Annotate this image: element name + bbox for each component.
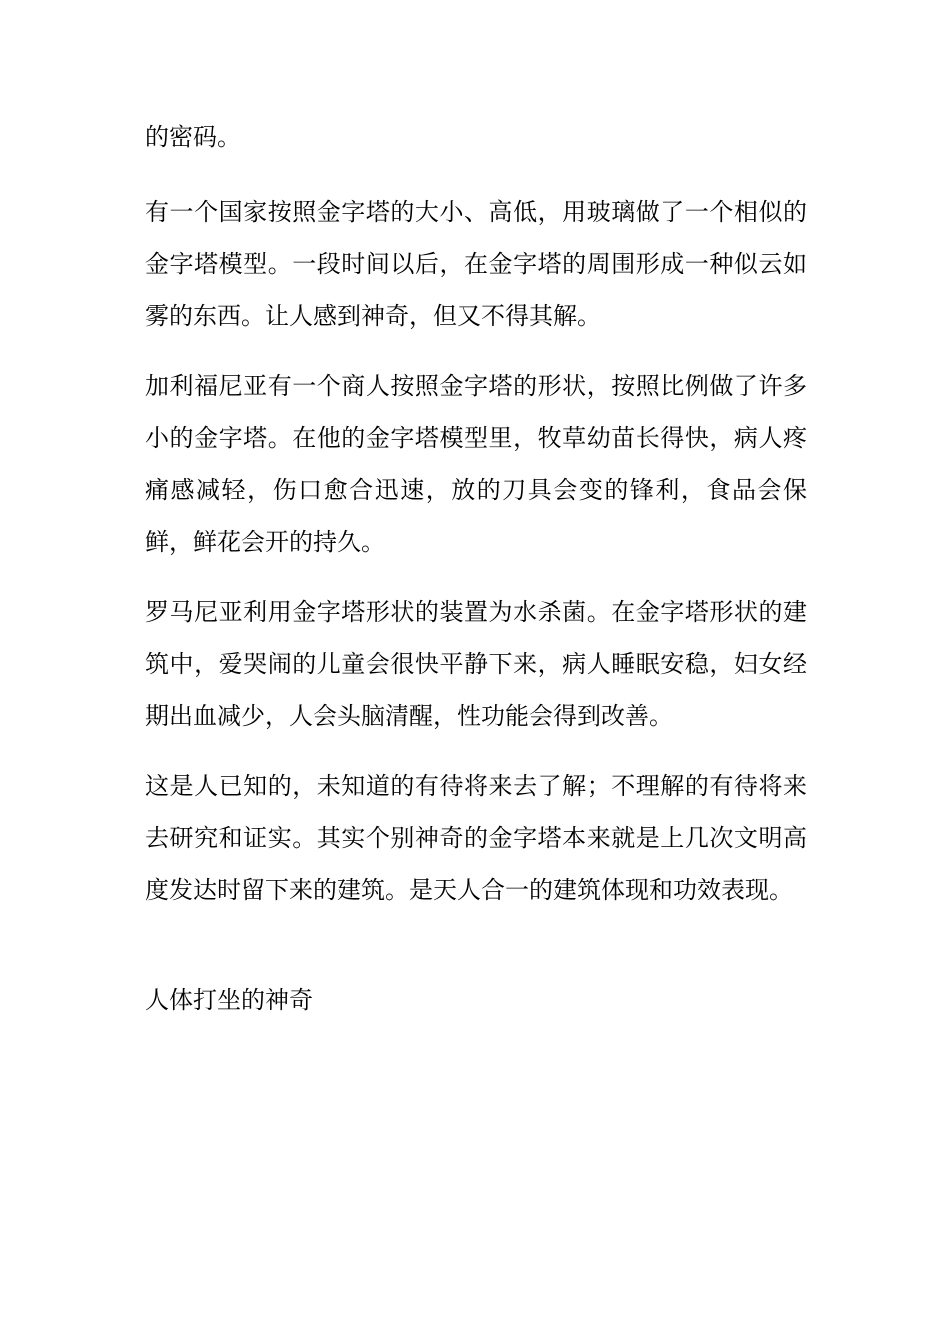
paragraph-conclusion: 这是人已知的，未知道的有待将来去了解；不理解的有待将来去研究和证实。其实个别神奇的金字塔本来就是上几次文明高度发达时留下来的建筑。是天人合一的建筑体现和功效表现。	[145, 772, 807, 904]
section-heading: 人体打坐的神奇	[145, 986, 313, 1014]
paragraph-romania: 罗马尼亚利用金字塔形状的装置为水杀菌。在金字塔形状的建筑中，爱哭闹的儿童会很快平静下来，病人睡眠安稳，妇女经期出血减少，人会头脑清醒，性功能会得到改善。	[145, 598, 807, 730]
paragraph-continuation: 的密码。	[145, 123, 241, 151]
paragraph-glass-pyramid: 有一个国家按照金字塔的大小、高低，用玻璃做了一个相似的金字塔模型。一段时间以后，在金字塔的周围形成一种似云如雾的东西。让人感到神奇，但又不得其解。	[145, 198, 807, 330]
paragraph-california-merchant: 加利福尼亚有一个商人按照金字塔的形状，按照比例做了许多小的金字塔。在他的金字塔模型里，牧草幼苗长得快，病人疼痛感减轻，伤口愈合迅速，放的刀具会变的锋利，食品会保鲜，鲜花会开的持久。	[145, 372, 807, 556]
